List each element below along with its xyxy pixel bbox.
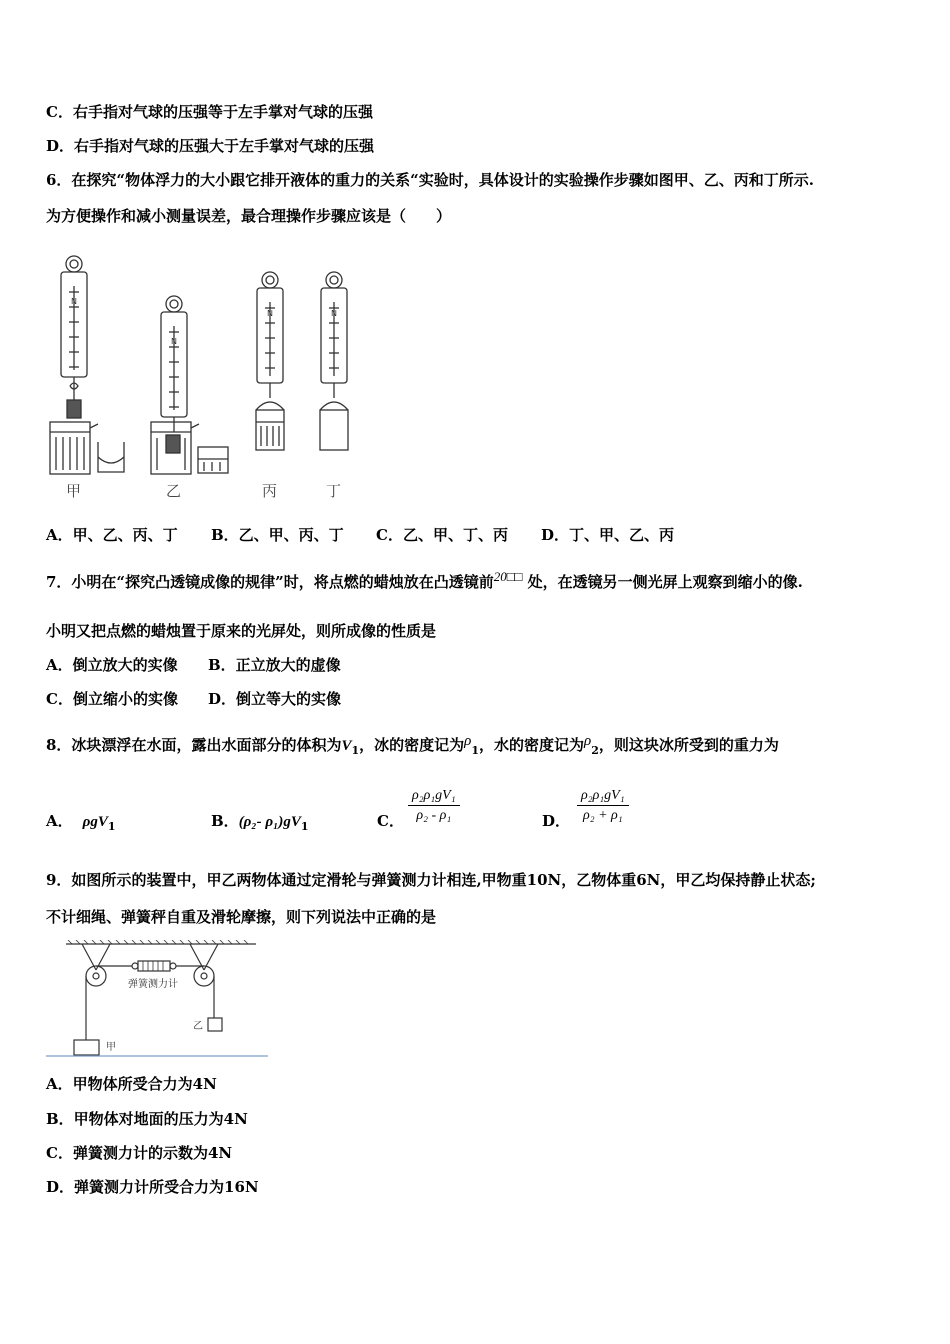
object-jia	[74, 1040, 99, 1055]
q9-stem-line2: 不计细绳、弹簧秤自重及滑轮摩擦，则下列说法中正确的是	[46, 908, 437, 926]
q5-option-d: D．右手指对气球的压强大于左手掌对气球的压强	[46, 137, 375, 155]
fig-label-ding: 丁	[326, 482, 342, 500]
spring-scale-jia	[61, 256, 87, 400]
q8-option-c-fraction: $\frac{\text{ρ₂ρ₁gV₁}}{\text{ρ₂ - ρ₁}}$	[408, 788, 460, 824]
spring-scale-ding	[321, 272, 347, 398]
q6-figure	[46, 252, 361, 502]
q8-option-d-label: D．	[542, 812, 571, 830]
q8-option-c-label: C．	[377, 812, 404, 830]
scale-unit-label: N	[71, 297, 77, 306]
q7-options-ab	[46, 655, 341, 675]
q9-option-a: A．甲物体所受合力为4N	[46, 1075, 217, 1093]
q7-stem-line1: 7．小明在“探究凸透镜成像的规律”时，将点燃的蜡烛放在凸透镜前20□□ 处，在透镜另一侧光屏上观察到缩小的像.	[46, 569, 803, 591]
q7-option-d: D．倒立等大的实像	[208, 690, 342, 708]
q6-option-b: B．乙、甲、丙、丁	[211, 526, 344, 544]
q9-stem-line1: 9．如图所示的装置中，甲乙两物体通过定滑轮与弹簧测力计相连,甲物重10N，乙物体重6N，甲乙均保持静止状态;	[46, 871, 816, 889]
object-yi	[208, 1018, 222, 1031]
q8-stem: 8．冰块漂浮在水面，露出水面部分的体积为$V_1$，冰的密度记为$\rho_1$，水的密度记为$\rho_2$，则这块冰所受到的重力为	[46, 733, 779, 757]
fig-label-jia: 甲	[66, 482, 82, 500]
q7-option-a: A．倒立放大的实像	[46, 656, 178, 674]
meter-label: 弹簧测力计	[128, 979, 178, 990]
q6-options	[46, 525, 674, 545]
q8-option-d-fraction: $\frac{\text{ρ₂ρ₁gV₁}}{\text{ρ₂ + ρ₁}}$	[577, 788, 629, 824]
svg-text:N: N	[331, 309, 337, 318]
svg-text:N: N	[171, 337, 177, 346]
q7-options-cd	[46, 689, 341, 709]
q6-option-a: A．甲、乙、丙、丁	[46, 526, 178, 544]
yi-label: 乙	[193, 1021, 203, 1032]
q8-option-a: A． ρgV$_1$	[46, 812, 116, 833]
q9-option-b: B．甲物体对地面的压力为4N	[46, 1110, 248, 1128]
fig-label-bing: 丙	[262, 482, 278, 500]
q7-stem-line2: 小明又把点燃的蜡烛置于原来的光屏处，则所成像的性质是	[46, 622, 437, 640]
fig-label-yi: 乙	[166, 482, 182, 500]
object-block	[67, 400, 81, 418]
q6-stem-line1: 6．在探究“物体浮力的大小跟它排开液体的重力的关系“实验时，具体设计的实验操作步骤如图甲、乙、丙和丁所示.	[46, 171, 814, 189]
q8-option-b: B．(ρ₂- $\rho_1)gV_1$	[211, 812, 309, 833]
q6-option-c: C．乙、甲、丁、丙	[376, 526, 508, 544]
spring-scale-bing	[257, 272, 283, 398]
q6-option-d: D．丁、甲、乙、丙	[541, 526, 675, 544]
jia-label: 甲	[106, 1042, 116, 1053]
svg-text:N: N	[267, 309, 273, 318]
q6-stem-line2: 为方便操作和减小测量误差，最合理操作步骤应该是（ ）	[46, 207, 452, 225]
q7-option-b: B．正立放大的虚像	[208, 656, 341, 674]
q9-option-c: C．弹簧测力计的示数为4N	[46, 1144, 233, 1162]
q7-distance-glyph: 20□□	[493, 569, 523, 584]
q5-option-c: C．右手指对气球的压强等于左手掌对气球的压强	[46, 103, 373, 121]
q9-option-d: D．弹簧测力计所受合力为16N	[46, 1178, 259, 1196]
q7-option-c: C．倒立缩小的实像	[46, 690, 178, 708]
spring-scale-yi	[161, 296, 187, 432]
q9-figure	[46, 940, 271, 1062]
